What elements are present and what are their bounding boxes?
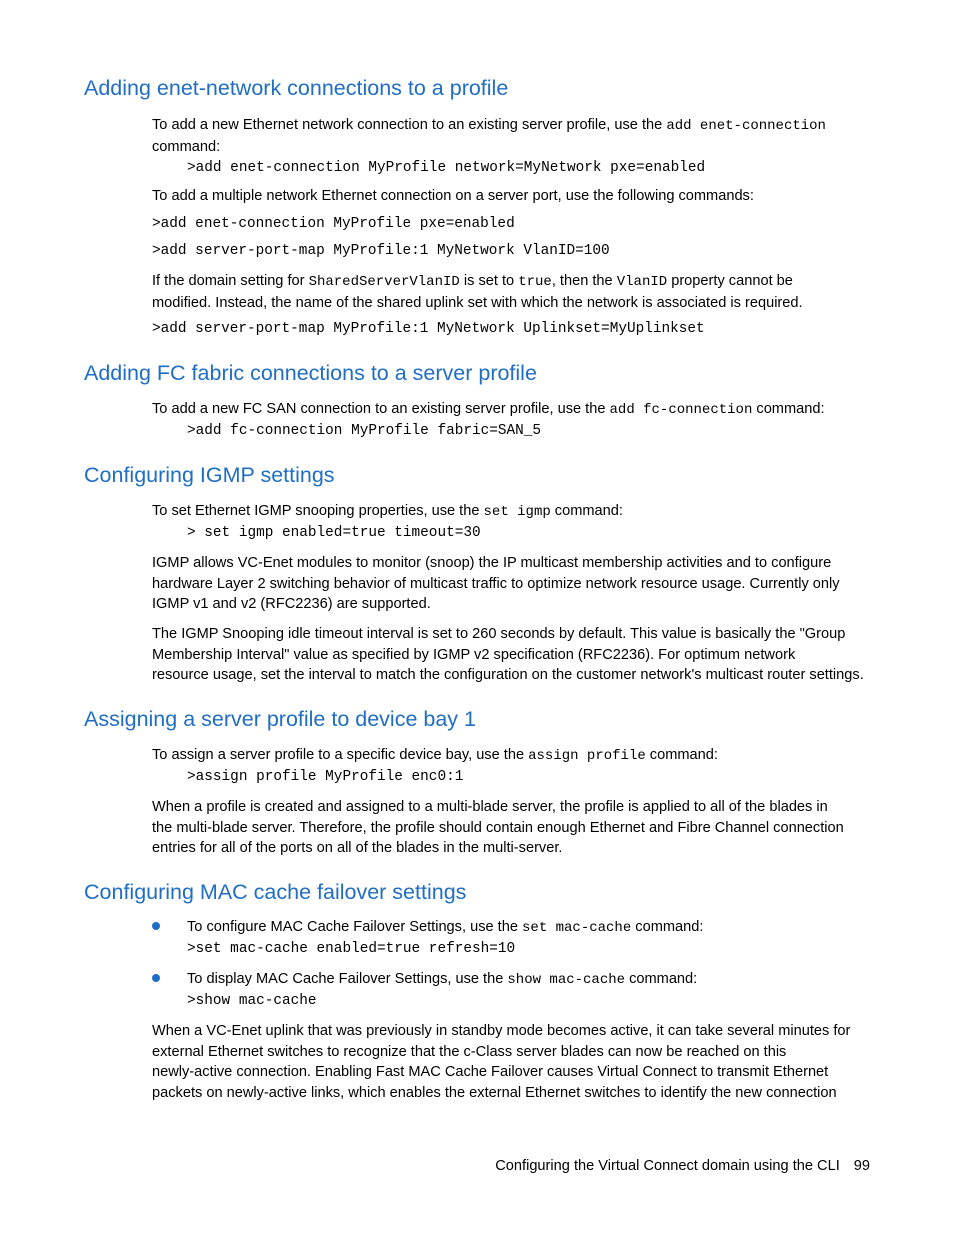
text: command: [631,919,704,935]
text: To add a new FC SAN connection to an existing server profile, use the [152,401,610,417]
paragraph: To add a multiple network Ethernet connection on a server port, use the following commands: [152,188,754,204]
text: property cannot be [667,273,793,289]
code-line: >assign profile MyProfile enc0:1 [187,769,464,785]
heading-assign-profile: Assigning a server profile to device bay 1 [84,707,476,731]
list-item [187,917,877,939]
heading-enet-connections: Adding enet-network connections to a profile [84,76,509,100]
text: command: [752,401,825,417]
text: To display MAC Cache Failover Settings, use the [187,971,508,987]
code-line: > set igmp enabled=true timeout=30 [187,525,481,541]
text: If the domain setting for [152,273,309,289]
inline-code: true [518,274,552,290]
text: command: [625,971,698,987]
paragraph [152,271,874,313]
bullet-icon [152,974,160,982]
heading-mac-cache: Configuring MAC cache failover settings [84,880,467,904]
code-line: >add enet-connection MyProfile network=MyNetwork pxe=enabled [187,160,706,176]
text: command: [152,138,221,155]
code-line: >show mac-cache [187,993,317,1009]
inline-code: assign profile [528,748,646,764]
text: newly-active connection. Enabling Fast MAC Cache Failover causes Virtual Connect to transmit Ethernet [152,1064,829,1081]
footer-title: Configuring the Virtual Connect domain using the CLI [495,1158,840,1174]
paragraph [152,553,874,615]
heading-fc-connections: Adding FC fabric connections to a server profile [84,361,537,385]
text: The IGMP Snooping idle timeout interval is set to 260 seconds by default. This value is basically the "Group [152,626,846,642]
code-line: >add enet-connection MyProfile pxe=enabled [152,216,515,232]
inline-code: set igmp [483,504,551,520]
paragraph [152,1021,874,1103]
paragraph [152,624,874,686]
inline-code: SharedServerVlanID [308,274,460,290]
text: When a VC-Enet uplink that was previously in standby mode becomes active, it can take several minutes for [152,1023,851,1039]
text: external Ethernet switches to recognize that the c-Class server blades can now be reached on this [152,1043,787,1060]
text: command: [550,503,623,519]
text: hardware Layer 2 switching behavior of multicast traffic to optimize network resource usage. Currently only [152,575,840,592]
paragraph [152,399,874,421]
text: To configure MAC Cache Failover Settings, use the [187,919,523,935]
text: , then the [551,273,617,289]
text: the multi-blade server. Therefore, the profile should contain enough Ethernet and Fibre Channel connection [152,819,844,836]
list-item [187,969,877,991]
text: To assign a server profile to a specific device bay, use the [152,747,529,763]
inline-code: show mac-cache [507,972,626,988]
text: resource usage, set the interval to match the configuration on the customer network's multicast router settings. [152,667,864,684]
text: modified. Instead, the name of the shared uplink set with which the network is associated is required. [152,294,803,311]
code-line: >add fc-connection MyProfile fabric=SAN_5 [187,423,542,439]
inline-code: add enet-connection [666,118,826,134]
inline-code: set mac-cache [522,920,632,936]
text: IGMP allows VC-Enet modules to monitor (snoop) the IP multicast membership activities and to configure [152,555,832,571]
text: To set Ethernet IGMP snooping properties, use the [152,503,484,519]
paragraph [152,797,874,859]
page-footer [495,1158,870,1174]
paragraph [152,501,874,523]
text: Membership Interval" value as specified by IGMP v2 specification (RFC2236). For optimum network [152,646,796,663]
text: entries for all of the ports on all of the blades in the multi-server. [152,840,563,857]
code-line: >set mac-cache enabled=true refresh=10 [187,941,516,957]
code-line: >add server-port-map MyProfile:1 MyNetwork VlanID=100 [152,243,610,259]
paragraph [152,745,874,767]
text: IGMP v1 and v2 (RFC2236) are supported. [152,596,431,613]
inline-code: add fc-connection [609,402,753,418]
heading-igmp-settings: Configuring IGMP settings [84,463,335,487]
text: When a profile is created and assigned to a multi-blade server, the profile is applied to all of the blades in [152,799,828,815]
code-line: >add server-port-map MyProfile:1 MyNetwork Uplinkset=MyUplinkset [152,321,705,337]
text: packets on newly-active links, which enables the external Ethernet switches to identify the new connection [152,1084,837,1101]
inline-code: VlanID [616,274,668,290]
text: command: [645,747,718,763]
paragraph [152,115,874,157]
text: is set to [459,273,519,289]
bullet-icon [152,922,160,930]
text: To add a new Ethernet network connection to an existing server profile, use the [152,117,667,133]
page-number: 99 [853,1158,870,1174]
